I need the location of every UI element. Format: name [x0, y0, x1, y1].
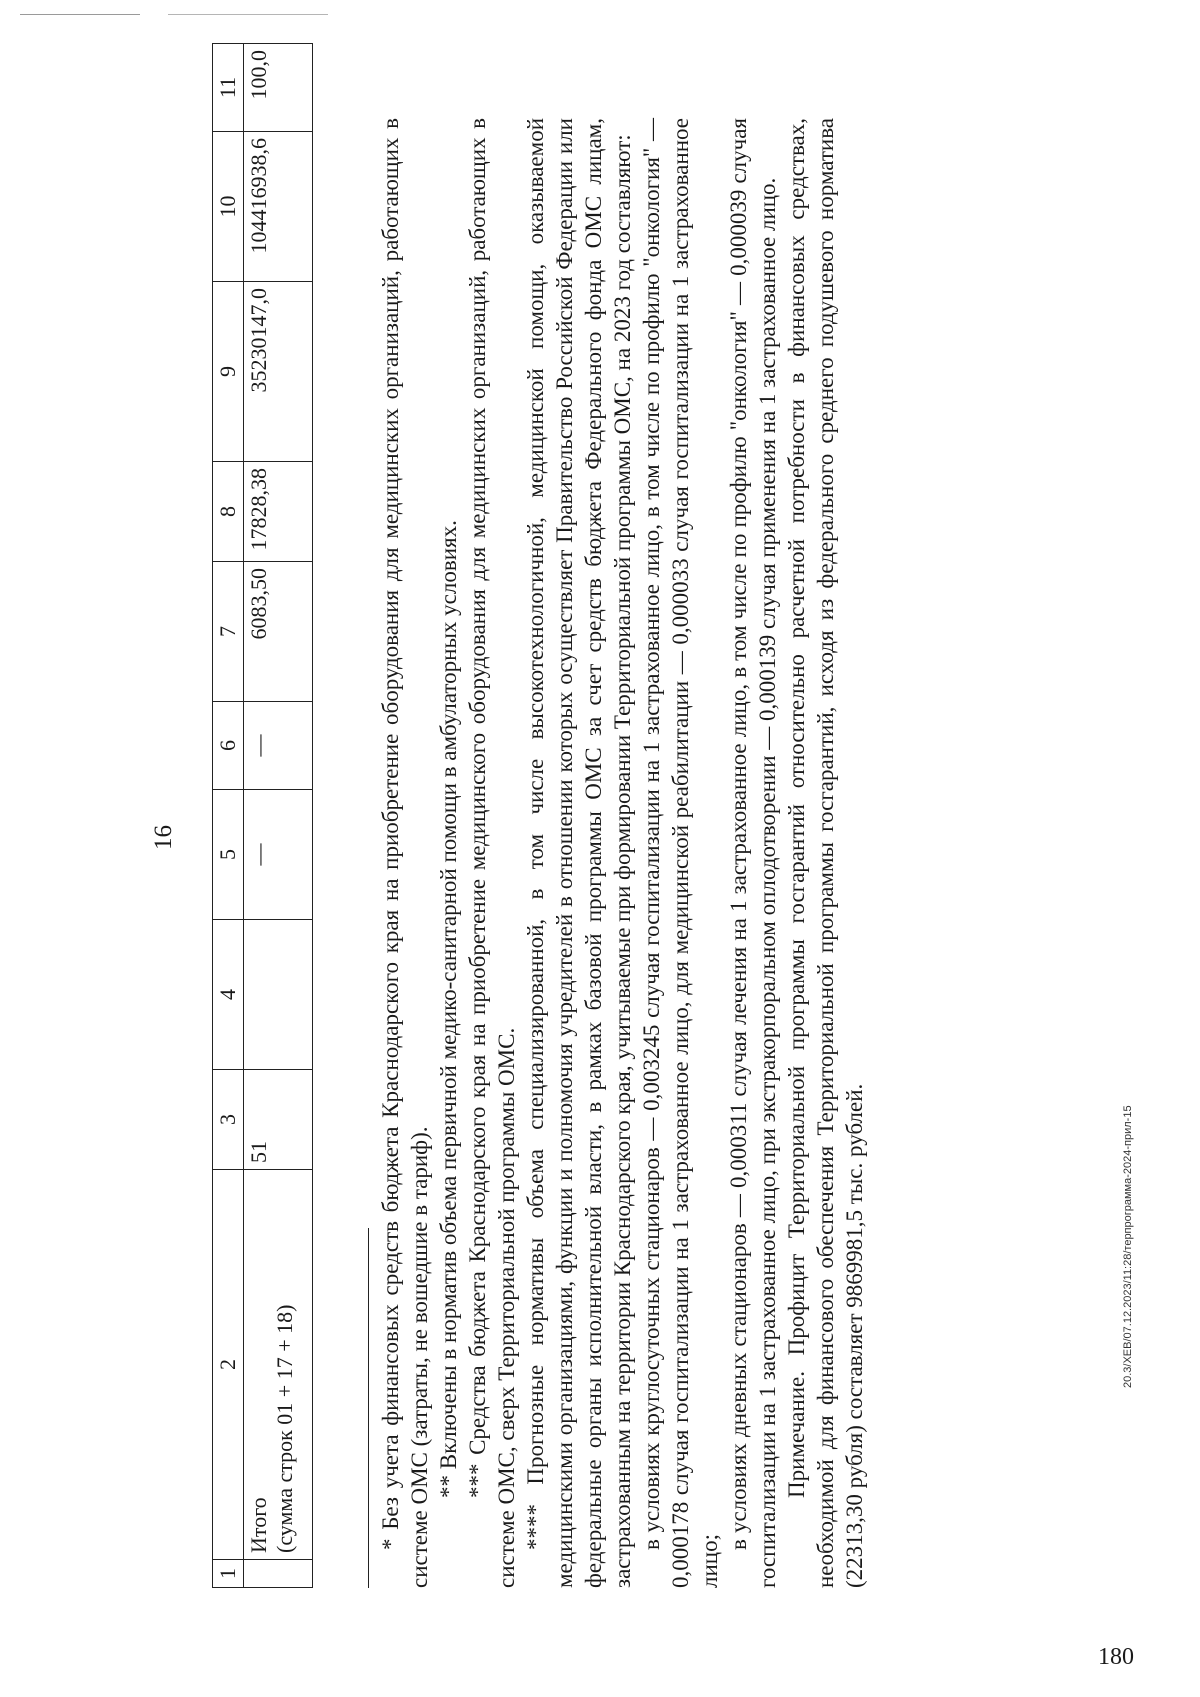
scan-edge-line — [20, 14, 140, 15]
footnote-1: * Без учета финансовых средств бюджета Краснодарского края на приобретение оборудования для медицинских организаций, работающих в системе ОМС (затраты, не вошедшие в тариф). — [378, 118, 432, 1588]
column-header: 8 — [213, 462, 244, 562]
footnote-2: ** Включены в норматив объема первичной медико-санитарной помощи в амбулаторных условиях. — [436, 520, 461, 1498]
table-cell: 17828,38 — [244, 462, 313, 562]
page-number: 16 — [150, 825, 177, 850]
column-header: 6 — [213, 702, 244, 790]
table-cell: — — [244, 702, 313, 790]
column-header: 7 — [213, 562, 244, 702]
column-header: 4 — [213, 920, 244, 1070]
summary-table — [212, 43, 313, 1588]
footnote-4-round-clock: в условиях круглосуточных стационаров — 0,003245 случая госпитализации на 1 застрахованное лицо, в том числе по профилю "онкология" — 0,000178 случая госпитализации на 1 застрахованное лицо, для медицинской реабилитации — 0,000033 случая госпитализации на 1 застрахованное лицо; — [639, 118, 722, 1588]
footnote-separator — [368, 1228, 369, 1588]
table-cell: 6083,50 — [244, 562, 313, 702]
footnote-3: *** Средства бюджета Краснодарского края на приобретение медицинского оборудования для медицинских организаций, работающих в системе ОМС, сверх Территориальной программы ОМС. — [465, 118, 519, 1588]
column-header: 10 — [213, 132, 244, 282]
sheet-number: 180 — [1098, 1644, 1134, 1670]
footnotes-block — [376, 118, 869, 1588]
table-cell: 100,0 — [244, 44, 313, 132]
remark-surplus: Примечание. Профицит Территориальной программы госгарантий относительно расчетной потребности в финансовых средствах, необходимой для финансового обеспечения Территориальной программы госгарантий, исходя из федерального среднего подушевого норматива (22313,30 рубля) составляет 9869981,5 тыс. рублей. — [784, 118, 867, 1588]
scan-edge-line — [168, 14, 328, 15]
document-stamp: 20.3/ХЕВ/07.12.2023/11:28/терпрограмма-2024-прил-15 — [1122, 1105, 1134, 1388]
column-header: 11 — [213, 44, 244, 132]
table-cell — [244, 1560, 313, 1588]
table-cell-label — [244, 1170, 313, 1560]
column-header: 3 — [213, 1070, 244, 1170]
table-cell — [244, 920, 313, 1070]
table-cell: 104416938,6 — [244, 132, 313, 282]
rotated-page-content — [150, 50, 1030, 1640]
column-header: 9 — [213, 282, 244, 462]
row-label-title: Итого — [246, 1497, 271, 1553]
column-header: 2 — [213, 1170, 244, 1560]
row-label-note: (сумма строк 01 + 17 + 18) — [272, 1304, 297, 1553]
table-cell: — — [244, 790, 313, 920]
table-cell: 35230147,0 — [244, 282, 313, 462]
column-header: 1 — [213, 1560, 244, 1588]
table-row-total — [244, 44, 313, 1588]
table-header-row — [213, 44, 244, 1588]
column-header: 5 — [213, 790, 244, 920]
table-cell: 51 — [244, 1070, 313, 1170]
footnote-4-day-hospital: в условиях дневных стационаров — 0,000311 случая лечения на 1 застрахованное лицо, в том числе по профилю "онкология" — 0,000039 случая госпитализации на 1 застрахованное лицо, при экстракорпоральном оплодотворении — 0,000139 случая применения на 1 застрахованное лицо. — [726, 118, 780, 1588]
footnote-4: **** Прогнозные нормативы объема специализированной, в том числе высокотехнологичной, медицинской помощи, оказываемой медицинскими организациями, функции и полномочия учредителей в отношении которых осуществляет Правительство Российской Федерации или федеральные органы исполнительной власти, в рамках базовой программы ОМС за счет средств бюджета Федерального фонда ОМС лицам, застрахованным на территории Краснодарского края, учитываемые при формировании Территориальной программы ОМС, на 2023 год составляют: — [523, 118, 635, 1588]
